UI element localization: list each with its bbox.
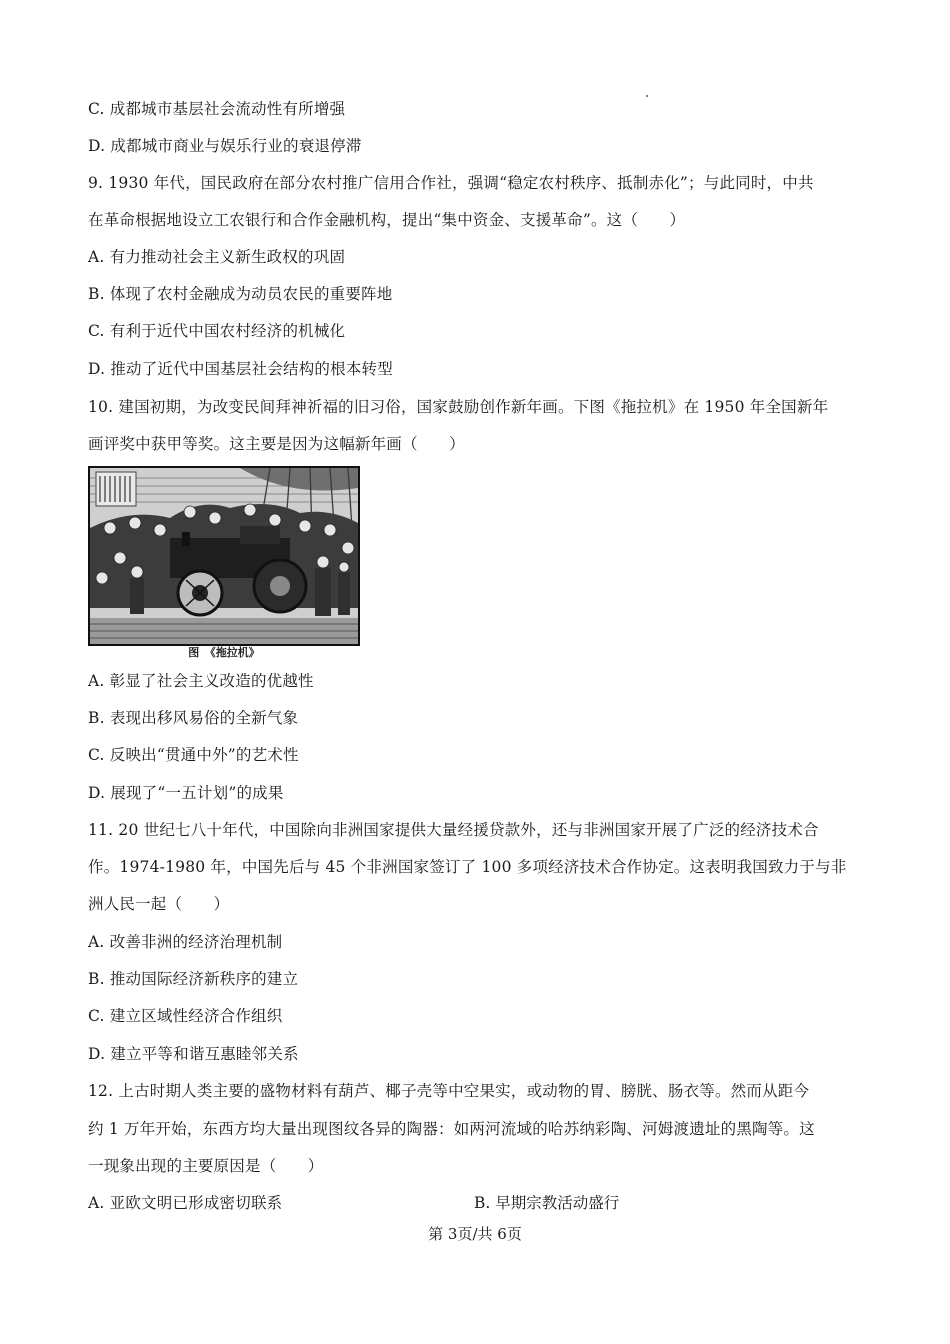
q11-stem-line2: 作。1974-1980 年，中国先后与 45 个非洲国家签订了 100 多项经济技术合作协定。这表明我国致力于与非 [88, 858, 847, 876]
q10-option-c: C. 反映出“贯通中外”的艺术性 [88, 746, 299, 764]
q12-option-a: A. 亚欧文明已形成密切联系 [88, 1194, 283, 1212]
q10-option-a: A. 彰显了社会主义改造的优越性 [88, 672, 314, 690]
figure-caption: 图 《拖拉机》 [188, 646, 260, 659]
tractor-woodcut-image [88, 466, 360, 646]
q9-option-b: B. 体现了农村金融成为动员农民的重要阵地 [88, 285, 393, 303]
q10-option-d: D. 展现了“一五计划”的成果 [88, 784, 284, 802]
q11-option-b: B. 推动国际经济新秩序的建立 [88, 970, 299, 988]
q11-option-d: D. 建立平等和谐互惠睦邻关系 [88, 1045, 299, 1063]
q8-option-d: D. 成都城市商业与娱乐行业的衰退停滞 [88, 137, 362, 155]
q9-stem-line1: 9. 1930 年代，国民政府在部分农村推广信用合作社，强调“稳定农村秩序、抵制赤化”；与此同时，中共 [88, 174, 814, 192]
q12-stem-line3: 一现象出现的主要原因是（ ） [88, 1157, 324, 1175]
q12-stem-line1: 12. 上古时期人类主要的盛物材料有葫芦、椰子壳等中空果实，或动物的胃、膀胱、肠衣等。然而从距今 [88, 1082, 810, 1100]
tractor-illustration [90, 468, 358, 644]
q10-stem-line2: 画评奖中获甲等奖。这主要是因为这幅新年画（ ） [88, 435, 465, 453]
q8-option-c: C. 成都城市基层社会流动性有所增强 [88, 100, 346, 118]
q9-stem-line2: 在革命根据地设立工农银行和合作金融机构，提出“集中资金、支援革命”。这（ ） [88, 211, 686, 229]
q12-stem-line2: 约 1 万年开始，东西方均大量出现图纹各异的陶器：如两河流域的哈苏纳彩陶、河姆渡遗址的黑陶等。这 [88, 1120, 815, 1138]
q11-stem-line3: 洲人民一起（ ） [88, 895, 230, 913]
q10-stem-line1: 10. 建国初期，为改变民间拜神祈福的旧习俗，国家鼓励创作新年画。下图《拖拉机》在 1950 年全国新年 [88, 398, 829, 416]
q11-stem-line1: 11. 20 世纪七八十年代，中国除向非洲国家提供大量经援贷款外，还与非洲国家开展了广泛的经济技术合 [88, 821, 819, 839]
q10-option-b: B. 表现出移风易俗的全新气象 [88, 709, 299, 727]
q11-option-c: C. 建立区域性经济合作组织 [88, 1007, 283, 1025]
page-number: 第 3页/共 6页 [428, 1225, 522, 1243]
q12-option-b: B. 早期宗教活动盛行 [474, 1194, 620, 1212]
q11-option-a: A. 改善非洲的经济治理机制 [88, 933, 283, 951]
q9-option-d: D. 推动了近代中国基层社会结构的根本转型 [88, 360, 393, 378]
stray-dot [646, 95, 648, 97]
q9-option-a: A. 有力推动社会主义新生政权的巩固 [88, 248, 346, 266]
q9-option-c: C. 有利于近代中国农村经济的机械化 [88, 322, 346, 340]
